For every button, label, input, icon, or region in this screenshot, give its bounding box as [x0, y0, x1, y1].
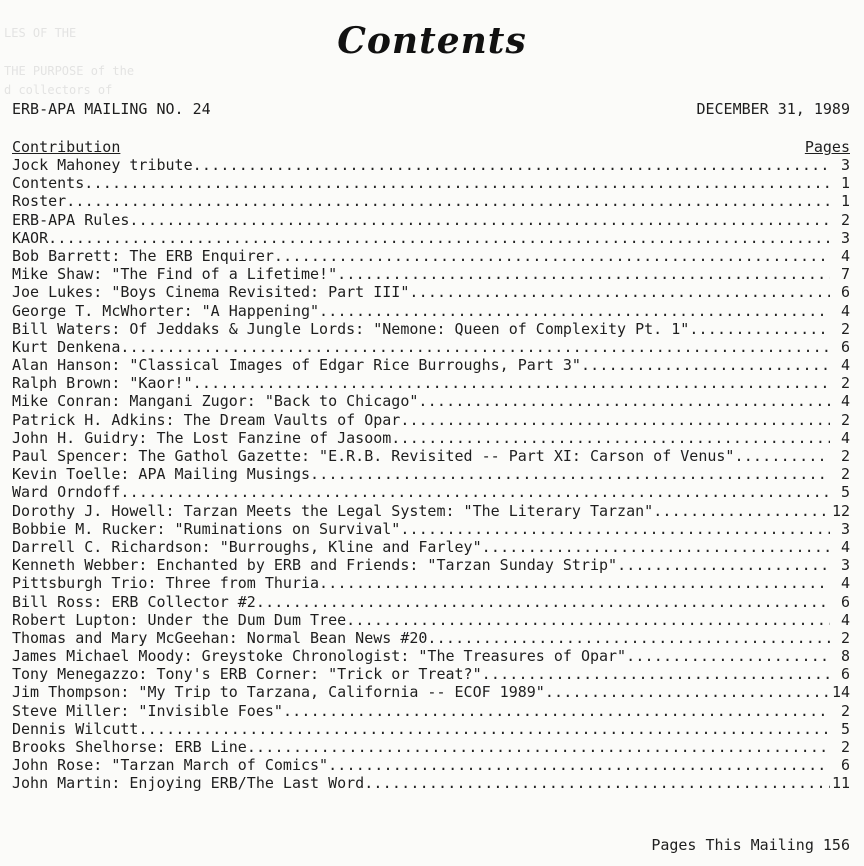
page-title: Contents	[337, 20, 527, 62]
toc-entry	[12, 302, 850, 320]
toc-entry	[12, 774, 850, 792]
entry-pages: 1	[840, 174, 850, 193]
entry-pages: 2	[840, 738, 850, 756]
toc-entry	[12, 647, 850, 665]
entry-title: Jock Mahoney tribute	[12, 156, 193, 174]
dot-leader	[319, 302, 830, 320]
entry-pages: 4	[840, 610, 850, 629]
toc-entry	[12, 265, 850, 283]
entry-title: John Martin: Enjoying ERB/The Last Word	[12, 774, 365, 793]
toc-entry	[12, 320, 850, 338]
toc-entry	[12, 338, 850, 356]
entry-pages: 3	[840, 556, 850, 575]
entry-pages: 6	[840, 756, 850, 775]
mailing-date: DECEMBER 31, 1989	[696, 100, 850, 118]
dot-leader	[274, 247, 830, 265]
entry-title: Robert Lupton: Under the Dum Dum Tree	[12, 610, 347, 629]
toc-entry	[12, 665, 850, 683]
entry-title: Bob Barrett: The ERB Enquirer	[12, 246, 274, 265]
toc-entry	[12, 738, 850, 756]
entry-title: John H. Guidry: The Lost Fanzine of Jasoom	[12, 428, 392, 447]
entry-title: George T. McWhorter: "A Happening"	[12, 301, 320, 320]
dot-leader	[427, 629, 830, 647]
dot-leader	[364, 774, 830, 792]
entry-title: Paul Spencer: The Gathol Gazette: "E.R.B. Revisited -- Part XI: Carson of Venus"	[12, 447, 735, 465]
entry-pages: 5	[840, 719, 850, 738]
entry-title: Ralph Brown: "Kaor!"	[12, 374, 193, 393]
toc-entry	[12, 538, 850, 556]
dot-leader	[400, 520, 830, 538]
dot-leader	[247, 738, 830, 756]
dot-leader	[129, 211, 830, 229]
dot-leader	[734, 447, 830, 465]
toc-entry	[12, 283, 850, 301]
dot-leader	[418, 392, 830, 410]
entry-title: Patrick H. Adkins: The Dream Vaults of Opar	[12, 410, 401, 429]
entry-pages: 6	[840, 337, 850, 356]
toc-entry	[12, 247, 850, 265]
entry-pages: 4	[840, 392, 850, 411]
entry-title: Mike Shaw: "The Find of a Lifetime!"	[12, 265, 338, 284]
dot-leader	[84, 174, 830, 192]
dot-leader	[626, 647, 830, 665]
dot-leader	[545, 683, 830, 701]
toc-entry	[12, 356, 850, 374]
entry-title: Kurt Denkena	[12, 337, 121, 356]
dot-leader	[391, 429, 830, 447]
entry-pages: 2	[840, 628, 850, 647]
toc-entry	[12, 629, 850, 647]
toc-entry	[12, 192, 850, 210]
toc-entry	[12, 756, 850, 774]
pages-column-header: Pages	[804, 138, 850, 156]
entry-pages: 3	[840, 228, 850, 247]
entry-title: Jim Thompson: "My Trip to Tarzana, California -- ECOF 1989"	[12, 683, 545, 702]
entry-pages: 4	[840, 246, 850, 265]
dot-leader	[256, 593, 830, 611]
entry-pages: 2	[840, 465, 850, 484]
toc-entry	[12, 520, 850, 538]
entry-title: Tony Menegazzo: Tony's ERB Corner: "Trick or Treat?"	[12, 665, 482, 684]
entry-pages: 6	[840, 665, 850, 684]
toc-entry	[12, 720, 850, 738]
entry-title: KAOR	[12, 228, 49, 247]
entry-title: John Rose: "Tarzan March of Comics"	[12, 756, 329, 775]
entry-title: Dorothy J. Howell: Tarzan Meets the Legal System: "The Literary Tarzan"	[12, 501, 654, 520]
toc-entry	[12, 211, 850, 229]
entry-title: Kenneth Webber: Enchanted by ERB and Friends: "Tarzan Sunday Strip"	[12, 556, 618, 575]
dot-leader	[400, 411, 830, 429]
dot-leader	[120, 483, 830, 501]
entry-title: Alan Hanson: "Classical Images of Edgar Rice Burroughs, Part 3"	[12, 356, 581, 375]
entry-title: Contents	[12, 174, 85, 193]
toc-entry	[12, 374, 850, 392]
dot-leader	[653, 502, 830, 520]
entry-title: Joe Lukes: "Boys Cinema Revisited: Part III"	[12, 283, 410, 302]
mailing-number: ERB-APA MAILING NO. 24	[12, 100, 211, 118]
toc-entry	[12, 574, 850, 592]
toc-entry	[12, 156, 850, 174]
toc-entry	[12, 593, 850, 611]
toc-entry	[12, 429, 850, 447]
toc-entry	[12, 611, 850, 629]
entry-pages: 6	[840, 592, 850, 611]
table-of-contents	[12, 156, 850, 793]
entry-pages: 7	[840, 265, 850, 284]
entry-title: Pittsburgh Trio: Three from Thuria	[12, 574, 320, 593]
entry-pages: 2	[840, 319, 850, 338]
entry-pages: 1	[840, 192, 850, 211]
dot-leader	[120, 338, 830, 356]
toc-entry	[12, 392, 850, 410]
entry-pages: 4	[840, 574, 850, 593]
dot-leader	[482, 538, 830, 556]
entry-pages: 11	[831, 774, 850, 793]
entry-pages: 2	[840, 447, 850, 465]
entry-title: Darrell C. Richardson: "Burroughs, Kline and Farley"	[12, 537, 482, 556]
toc-entry	[12, 556, 850, 574]
toc-entry	[12, 229, 850, 247]
dot-leader	[193, 374, 830, 392]
dot-leader	[409, 283, 830, 301]
entry-pages: 8	[840, 647, 850, 666]
entry-title: Roster	[12, 192, 67, 211]
dot-leader	[337, 265, 830, 283]
entry-title: Bill Waters: Of Jeddaks & Jungle Lords: "Nemone: Queen of Complexity Pt. 1"	[12, 319, 690, 338]
toc-entry	[12, 702, 850, 720]
dot-leader	[193, 156, 830, 174]
toc-entry	[12, 683, 850, 701]
pages-total-label: Pages This Mailing	[651, 836, 814, 854]
entry-pages: 2	[840, 210, 850, 229]
toc-entry	[12, 174, 850, 192]
toc-entry	[12, 411, 850, 429]
entry-title: Bill Ross: ERB Collector #2	[12, 592, 256, 611]
dot-leader	[346, 611, 830, 629]
toc-entry	[12, 447, 850, 465]
dot-leader	[328, 756, 830, 774]
dot-leader	[283, 702, 830, 720]
entry-pages: 3	[840, 156, 850, 174]
entry-pages: 4	[840, 537, 850, 556]
entry-title: Thomas and Mary McGeehan: Normal Bean News #20	[12, 628, 428, 647]
entry-pages: 5	[840, 483, 850, 502]
pages-total-value: 156	[822, 836, 850, 854]
dot-leader	[66, 192, 830, 210]
entry-title: James Michael Moody: Greystoke Chronologist: "The Treasures of Opar"	[12, 647, 627, 666]
column-headers	[12, 138, 850, 156]
entry-pages: 2	[840, 701, 850, 720]
entry-title: Ward Orndoff	[12, 483, 121, 502]
entry-pages: 4	[840, 356, 850, 375]
toc-entry	[12, 465, 850, 483]
entry-title: ERB-APA Rules	[12, 210, 130, 229]
dot-leader	[689, 320, 830, 338]
entry-title: Steve Miller: "Invisible Foes"	[12, 701, 283, 720]
bleed-through-text: LES OF THE THE PURPOSE of the d collectors of	[4, 26, 135, 97]
entry-title: Kevin Toelle: APA Mailing Musings	[12, 465, 311, 484]
pages-total	[651, 836, 850, 854]
dot-leader	[482, 665, 830, 683]
toc-entry	[12, 502, 850, 520]
entry-pages: 6	[840, 283, 850, 302]
dot-leader	[310, 465, 830, 483]
entry-title: Brooks Shelhorse: ERB Line	[12, 738, 247, 756]
dot-leader	[617, 556, 830, 574]
dot-leader	[48, 229, 830, 247]
entry-pages: 4	[840, 428, 850, 447]
toc-entry	[12, 483, 850, 501]
entry-title: Mike Conran: Mangani Zugor: "Back to Chicago"	[12, 392, 419, 411]
entry-pages: 4	[840, 301, 850, 320]
entry-title: Bobbie M. Rucker: "Ruminations on Survival"	[12, 519, 401, 538]
entry-pages: 12	[831, 501, 850, 520]
contribution-column-header: Contribution	[12, 138, 121, 156]
entry-pages: 3	[840, 519, 850, 538]
entry-pages: 14	[831, 683, 850, 702]
dot-leader	[319, 574, 830, 592]
dot-leader	[138, 720, 830, 738]
entry-pages: 2	[840, 374, 850, 393]
entry-title: Dennis Wilcutt	[12, 719, 139, 738]
entry-pages: 2	[840, 410, 850, 429]
dot-leader	[581, 356, 830, 374]
